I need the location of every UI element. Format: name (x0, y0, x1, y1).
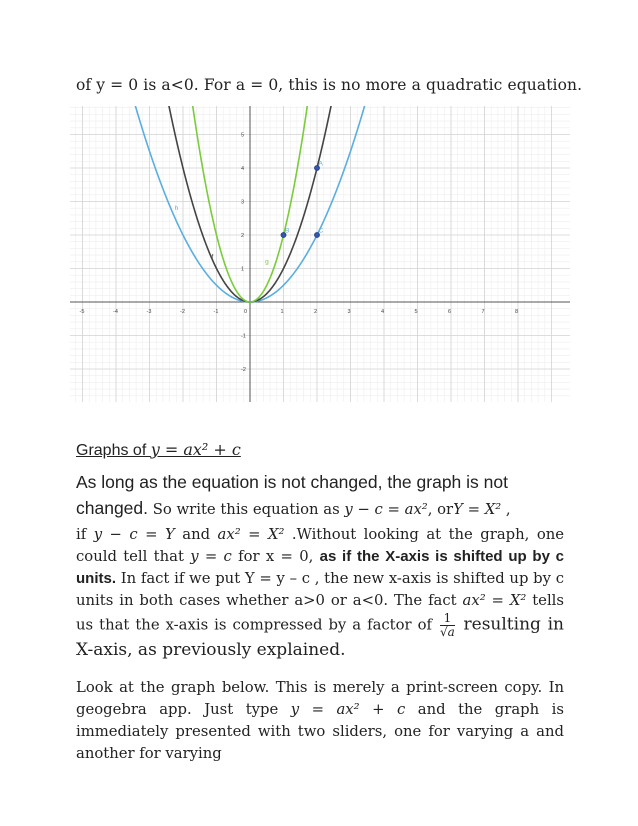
paragraph-shift-explanation: if y − c = Y and ax² = X² .Without looking at the graph, one could tell that y = c for x = 0, as if the X-axis is shifted up by c units. In fact if we put Y = y – c , the new x-axis is shifted up by c units in both cases whether a>0 or a<0. The fact ax² = X² tells us that the x-axis is compressed by a factor of $\frac{1}{√a}$ resulting in X-axis, as previously explained. (76, 526, 565, 660)
grid (70, 106, 570, 402)
x-tick-label: 3 (347, 309, 351, 315)
x-tick-label: 7 (481, 309, 485, 315)
paragraph-graph-unchanged: As long as the equation is not changed, the graph is not changed. So write this equation as y − c = ax², orY = X² , (76, 472, 511, 518)
x-tick-label: -1 (213, 309, 219, 315)
label-B: B (285, 227, 290, 235)
y-tick-label: 3 (241, 199, 245, 206)
x-tick-label: -2 (180, 309, 185, 315)
axes (70, 106, 570, 402)
tick-labels (80, 133, 519, 374)
x-tick-label: -3 (146, 309, 152, 315)
section-heading: Graphs of y = ax² + c (76, 440, 241, 459)
label-A: A (318, 160, 323, 168)
y-tick-label: 2 (241, 233, 245, 239)
heading-formula: y = ax² + c (150, 440, 241, 459)
top-line: of y = 0 is a<0. For a = 0, this is no more a quadratic equation. (76, 76, 583, 94)
x-tick-label: 8 (515, 309, 519, 315)
y-tick-label: 4 (241, 166, 245, 172)
x-tick-label: -5 (79, 309, 85, 315)
y-tick-label: 1 (241, 266, 245, 273)
x-tick-label: 2 (314, 309, 318, 315)
y-tick-label: -1 (241, 333, 246, 340)
label-f: f (211, 253, 214, 261)
fraction-1-over-sqrt-a: $\frac{1}{√a}$ (440, 611, 455, 639)
x-tick-label: 5 (414, 309, 418, 315)
x-tick-label: 4 (381, 309, 385, 315)
x-tick-label: 1 (280, 309, 284, 315)
label-C: C (318, 227, 324, 235)
y-tick-label: -2 (241, 367, 246, 373)
paragraph-geogebra: Look at the graph below. This is merely a print-screen copy. In geogebra app. Just type y = ax² + c and the graph is immediately presented with two sliders, one for varying a and another for varying (76, 679, 564, 762)
bold-shift-statement: as if the X-axis is shifted up by c units. (76, 548, 565, 587)
label-g: g (265, 258, 269, 266)
x-tick-label: -4 (113, 309, 118, 315)
x-tick-label: 0 (244, 309, 248, 315)
parabola-graph (70, 106, 570, 402)
x-tick-label: 6 (448, 309, 452, 315)
y-tick-label: 5 (241, 132, 245, 139)
label-h: h (174, 204, 179, 212)
